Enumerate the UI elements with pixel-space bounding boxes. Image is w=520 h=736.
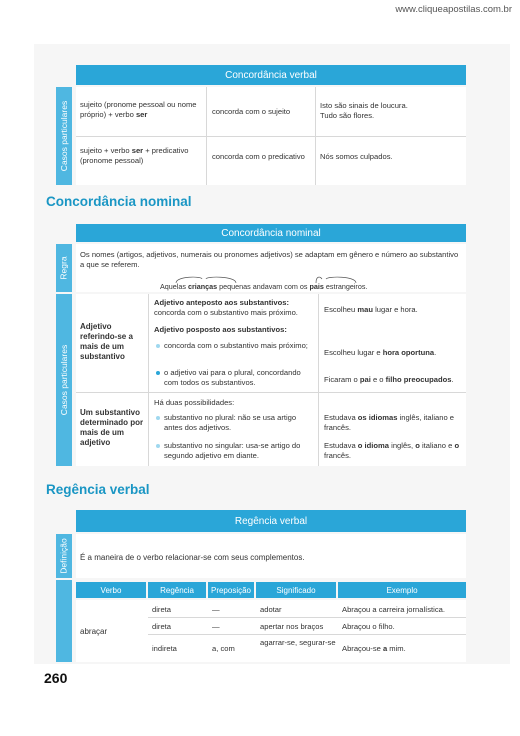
verbal-example-1a: Isto são sinais de loucura. [320,101,408,110]
posposto-example-2: Ficaram o pai e o filho preocupados. [324,375,454,384]
col-divider [148,294,149,466]
duas-possibilidades: Há duas possibilidades: [154,398,235,407]
regra-side-label: Regra [56,244,72,292]
watermark-url: www.cliqueapostilas.com.br [395,4,512,15]
exemplo-cell: Abraçou a carreira jornalística. [342,605,445,614]
duas-example-2: Estudava o idioma inglês, o italiano e o francês. [324,441,460,460]
preposicao-cell: a, com [212,644,235,653]
posposto-example-1: Escolheu lugar e hora oportuna. [324,348,437,357]
verbal-case-2: sujeito + verbo ser + predicativo (pronome pessoal) [80,146,189,165]
bullet-icon [156,444,160,448]
duas-example-1: Estudava os idiomas inglês, italiano e francês. [324,413,455,432]
duas-bullet-2: substantivo no singular: usa-se artigo do segundo adjetivo em diante. [164,441,301,460]
preposicao-cell: — [212,605,220,614]
posposto-title: Adjetivo posposto aos substantivos: [154,325,287,334]
verbal-rule-2: concorda com o predicativo [212,152,305,161]
col-divider [315,87,316,185]
regencia-section-title: Regência verbal [46,482,150,497]
preposicao-cell: — [212,622,220,631]
col-header-regencia: Regência [148,582,206,598]
definicao-text: É a maneira de o verbo relacionar-se com seus complementos. [80,553,305,562]
regra-text: Os nomes (artigos, adjetivos, numerais ou pronomes adjetivos) se adaptam em gênero e número ao substantivo a que se referem. [80,250,459,269]
anteposto-text: concorda com o substantivo mais próximo. [154,308,298,317]
casos-side-label: Casos particulares [56,294,72,466]
posposto-bullet-1: concorda com o substantivo mais próximo; [164,341,308,350]
row-divider [148,617,466,618]
anteposto-title: Adjetivo anteposto aos substantivos: [154,298,290,307]
verbal-example-1b: Tudo são flores. [320,111,375,120]
regencia-side-block [56,580,72,662]
regencia-cell: indireta [152,644,177,653]
exemplo-cell: Abraçou o filho. [342,622,395,631]
verbal-table-header: Concordância verbal [76,65,466,85]
col-header-preposicao: Preposição [208,582,254,598]
significado-cell: apertar nos braços [260,622,324,631]
col-header-exemplo: Exemplo [338,582,466,598]
case-label-substantivo: Um substantivo determinado por mais de um adjetivo [80,408,144,447]
page-number: 260 [44,670,68,686]
nominal-section-title: Concordância nominal [46,194,192,209]
verbo-abracar: abraçar [80,627,108,636]
nominal-table-header: Concordância nominal [76,224,466,242]
case-label-adjetivo: Adjetivo referindo-se a mais de um substantivo [80,322,133,361]
posposto-bullet-2: o adjetivo vai para o plural, concordando com todos os substantivos. [164,368,301,387]
regencia-table-header: Regência verbal [76,510,466,532]
verbal-example-2: Nós somos culpados. [320,152,393,161]
duas-bullet-1: substantivo no plural: não se usa artigo antes dos adjetivos. [164,413,297,432]
bullet-icon [156,371,160,375]
significado-cell: adotar [260,605,282,614]
regencia-cell: direta [152,622,171,631]
col-header-significado: Significado [256,582,336,598]
bullet-icon [156,416,160,420]
bullet-icon [156,344,160,348]
col-divider [318,294,319,466]
verbal-rule-1: concorda com o sujeito [212,107,291,116]
verbal-case-1: sujeito (pronome pessoal ou nome próprio) + verbo ser [80,100,197,119]
significado-cell: agarrar-se, segurar-se [260,638,336,647]
col-header-verbo: Verbo [76,582,146,598]
verbal-side-label: Casos particulares [56,87,72,185]
regencia-cell: direta [152,605,171,614]
row-divider [148,634,466,635]
exemplo-cell: Abraçou-se a mim. [342,644,406,653]
col-divider [206,87,207,185]
definicao-side-label: Definição [56,534,72,578]
row-divider [76,392,466,393]
anteposto-example: Escolheu mau lugar e hora. [324,305,418,314]
row-divider [76,136,466,137]
regra-example: Aquelas crianças pequenas andavam com os pais estrangeiros. [160,282,368,291]
